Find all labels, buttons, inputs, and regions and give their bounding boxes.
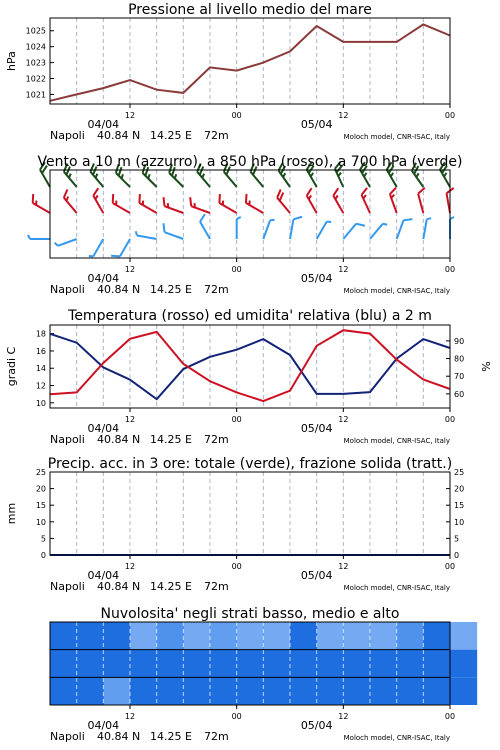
date-label: 04/04 bbox=[87, 719, 120, 732]
x-tick-label: 12 bbox=[338, 265, 349, 274]
cloud-cell bbox=[130, 677, 157, 705]
wind-barb-half-feather bbox=[135, 231, 138, 235]
cloud-cell bbox=[130, 650, 157, 678]
location-lon: 14.25 E bbox=[150, 283, 192, 296]
wind-barb-10m bbox=[317, 220, 331, 241]
cloud-cell bbox=[317, 650, 344, 678]
wind-barb-shaft bbox=[397, 220, 404, 239]
date-label: 04/04 bbox=[87, 118, 120, 131]
location-lon: 14.25 E bbox=[150, 433, 192, 446]
humidity-ylabel: % bbox=[480, 361, 493, 372]
wind-barb-850hpa bbox=[305, 188, 324, 213]
humidity-line bbox=[50, 334, 450, 399]
wind-barb-feather bbox=[305, 188, 314, 195]
panel-3-title: Precip. acc. in 3 ore: totale (verde), frazione solida (tratt.) bbox=[47, 456, 453, 472]
wind-barb-shaft bbox=[93, 239, 103, 256]
precip-y-tick-label: 20 bbox=[35, 484, 46, 494]
cloud-cell bbox=[290, 650, 317, 678]
x-tick-label: 00 bbox=[231, 111, 242, 120]
wind-barb-10m bbox=[450, 217, 454, 239]
cloud-cell bbox=[50, 677, 77, 705]
cloud-cell bbox=[157, 622, 184, 650]
wind-barb-shaft bbox=[58, 239, 77, 246]
x-tick-label: 12 bbox=[124, 265, 136, 274]
cloud-cell bbox=[450, 677, 477, 705]
cloud-cell bbox=[77, 677, 104, 705]
location-name: Napoli bbox=[50, 129, 85, 142]
pressure-y-tick-label: 1022 bbox=[25, 74, 46, 84]
cloud-cell bbox=[290, 622, 317, 650]
cloud-cell bbox=[263, 622, 290, 650]
location-name: Napoli bbox=[50, 283, 85, 296]
precip-y-right-tick-label: 5 bbox=[454, 534, 460, 544]
wind-barb-feather bbox=[388, 188, 397, 194]
precip-y-right-tick-label: 10 bbox=[454, 517, 465, 527]
location-alt: 72m bbox=[204, 730, 229, 743]
wind-barb-feather bbox=[293, 215, 302, 220]
wind-barb-shaft bbox=[200, 222, 210, 239]
x-tick-label: 00 bbox=[231, 562, 242, 571]
location-lat: 40.84 N bbox=[97, 730, 141, 743]
wind-barb-850hpa bbox=[275, 189, 297, 213]
x-tick-label: 00 bbox=[444, 562, 456, 571]
wind-barb-feather bbox=[198, 214, 207, 221]
wind-barb-850hpa bbox=[243, 194, 268, 213]
cloud-cell bbox=[77, 622, 104, 650]
temperature-y-tick-label: 10 bbox=[35, 398, 46, 408]
cloud-cell bbox=[183, 677, 210, 705]
x-tick-label: 12 bbox=[338, 415, 349, 424]
temperature-y-tick-label: 18 bbox=[35, 329, 46, 339]
location-name: Napoli bbox=[50, 580, 85, 593]
wind-barb-feather bbox=[417, 188, 426, 194]
precip-y-tick-label: 25 bbox=[35, 468, 46, 477]
panel-0-title: Pressione al livello medio del mare bbox=[128, 2, 372, 18]
cloud-cell bbox=[290, 677, 317, 705]
cloud-cell bbox=[210, 677, 237, 705]
temperature-ylabel: gradi C bbox=[5, 346, 18, 387]
location-lon: 14.25 E bbox=[150, 730, 192, 743]
wind-barb-half-feather bbox=[427, 217, 431, 220]
wind-barb-10m bbox=[89, 237, 103, 258]
x-tick-label: 12 bbox=[338, 712, 349, 721]
wind-barb-shaft bbox=[370, 224, 383, 239]
wind-barb-10m bbox=[237, 217, 241, 239]
cloud-cell bbox=[157, 677, 184, 705]
model-credit: Moloch model, CNR-ISAC, Italy bbox=[343, 287, 450, 295]
wind-barb-half-feather bbox=[327, 220, 331, 224]
wind-barb-850hpa bbox=[417, 188, 431, 213]
location-alt: 72m bbox=[204, 580, 229, 593]
panel-0-frame bbox=[50, 18, 450, 104]
wind-barb-feather bbox=[111, 252, 120, 259]
wind-barb-feather bbox=[161, 223, 167, 232]
x-tick-label: 12 bbox=[124, 415, 136, 424]
model-credit: Moloch model, CNR-ISAC, Italy bbox=[343, 437, 450, 445]
wind-barb-shaft bbox=[447, 193, 450, 213]
temperature-y-tick-label: 16 bbox=[35, 346, 46, 356]
cloud-cell bbox=[397, 677, 424, 705]
wind-barb-feather bbox=[91, 188, 100, 195]
wind-barb-shaft bbox=[418, 194, 423, 213]
x-tick-label: 00 bbox=[444, 265, 456, 274]
wind-barb-850hpa bbox=[161, 197, 186, 213]
model-credit: Moloch model, CNR-ISAC, Italy bbox=[343, 734, 450, 742]
humidity-y-tick-label: 70 bbox=[454, 372, 465, 382]
date-label: 04/04 bbox=[87, 272, 120, 285]
wind-barb-half-feather bbox=[383, 222, 387, 226]
x-tick-label: 00 bbox=[231, 265, 242, 274]
cloud-cell bbox=[370, 650, 397, 678]
cloud-cell bbox=[423, 650, 450, 678]
wind-barb-shaft bbox=[165, 232, 184, 239]
cloud-cell bbox=[130, 622, 157, 650]
location-name: Napoli bbox=[50, 433, 85, 446]
location-name: Napoli bbox=[50, 730, 85, 743]
precip-y-right-tick-label: 20 bbox=[454, 484, 465, 494]
wind-barb-10m bbox=[397, 216, 413, 241]
precip-y-right-tick-label: 25 bbox=[454, 468, 465, 477]
date-label: 05/04 bbox=[300, 272, 333, 285]
x-tick-label: 12 bbox=[338, 562, 349, 571]
wind-barb-850hpa bbox=[61, 189, 83, 213]
precip-y-right-tick-label: 15 bbox=[454, 501, 465, 511]
model-credit: Moloch model, CNR-ISAC, Italy bbox=[343, 584, 450, 592]
location-alt: 72m bbox=[204, 283, 229, 296]
wind-barb-feather bbox=[331, 188, 340, 195]
precip-y-tick-label: 5 bbox=[40, 534, 46, 544]
x-tick-label: 00 bbox=[231, 712, 242, 721]
cloud-cell bbox=[263, 650, 290, 678]
model-credit: Moloch model, CNR-ISAC, Italy bbox=[343, 133, 450, 141]
wind-barb-10m bbox=[370, 222, 387, 241]
cloud-cell bbox=[317, 622, 344, 650]
precip-y-tick-label: 0 bbox=[40, 551, 46, 560]
precip-ylabel: mm bbox=[5, 502, 18, 525]
wind-barb-10m bbox=[198, 214, 217, 239]
panel-1-title: Vento a 10 m (azzurro), a 850 hPa (rosso), a 700 hPa (verde) bbox=[37, 154, 463, 170]
x-tick-label: 00 bbox=[231, 415, 242, 424]
cloud-cell bbox=[237, 677, 264, 705]
x-tick-label: 00 bbox=[444, 712, 456, 721]
wind-barb-850hpa bbox=[109, 194, 134, 213]
wind-barb-850hpa bbox=[136, 194, 161, 213]
x-tick-label: 12 bbox=[124, 712, 136, 721]
location-lat: 40.84 N bbox=[97, 580, 141, 593]
cloud-cell bbox=[397, 650, 424, 678]
wind-barb-feather bbox=[161, 197, 167, 206]
wind-barb-half-feather bbox=[28, 235, 30, 239]
cloud-cell bbox=[210, 622, 237, 650]
location-lon: 14.25 E bbox=[150, 129, 192, 142]
date-label: 04/04 bbox=[87, 422, 120, 435]
x-tick-label: 12 bbox=[338, 111, 349, 120]
date-label: 05/04 bbox=[300, 719, 333, 732]
x-tick-label: 00 bbox=[444, 111, 456, 120]
date-label: 04/04 bbox=[87, 569, 120, 582]
location-lat: 40.84 N bbox=[97, 433, 141, 446]
wind-barb-850hpa bbox=[446, 188, 458, 213]
precip-y-right-tick-label: 0 bbox=[454, 551, 460, 560]
wind-barb-feather bbox=[356, 221, 365, 229]
cloud-cell bbox=[103, 622, 130, 650]
cloud-cell bbox=[103, 650, 130, 678]
humidity-y-tick-label: 80 bbox=[454, 354, 465, 364]
wind-barb-10m bbox=[263, 218, 274, 240]
cloud-cell bbox=[370, 677, 397, 705]
wind-barb-shaft bbox=[343, 224, 356, 239]
wind-barb-half-feather bbox=[270, 218, 274, 221]
humidity-y-tick-label: 60 bbox=[454, 389, 465, 399]
cloud-cell bbox=[210, 650, 237, 678]
cloud-cell bbox=[397, 622, 424, 650]
wind-barb-feather bbox=[360, 188, 369, 195]
cloud-cell bbox=[423, 622, 450, 650]
cloud-cell bbox=[263, 677, 290, 705]
x-tick-label: 00 bbox=[444, 415, 456, 424]
wind-barb-850hpa bbox=[91, 188, 110, 213]
wind-barb-feather bbox=[187, 197, 193, 206]
pressure-y-tick-label: 1023 bbox=[25, 58, 46, 68]
wind-barb-10m bbox=[111, 235, 130, 260]
pressure-line bbox=[50, 24, 450, 100]
cloud-cell bbox=[50, 622, 77, 650]
cloud-cell bbox=[450, 622, 477, 650]
cloud-cell bbox=[343, 622, 370, 650]
wind-barb-half-feather bbox=[55, 242, 58, 246]
wind-barb-10m bbox=[28, 235, 50, 239]
cloud-cell bbox=[183, 622, 210, 650]
cloud-cell bbox=[77, 650, 104, 678]
location-alt: 72m bbox=[204, 129, 229, 142]
pressure-y-tick-label: 1025 bbox=[25, 26, 46, 36]
humidity-y-tick-label: 90 bbox=[454, 336, 465, 346]
wind-barb-10m bbox=[161, 223, 186, 239]
wind-barb-feather bbox=[61, 189, 70, 197]
pressure-ylabel: hPa bbox=[5, 51, 18, 71]
date-label: 05/04 bbox=[300, 118, 333, 131]
location-lat: 40.84 N bbox=[97, 283, 141, 296]
temperature-y-tick-label: 14 bbox=[35, 364, 46, 374]
cloud-cell bbox=[237, 650, 264, 678]
cloud-cell bbox=[157, 650, 184, 678]
wind-barb-shaft bbox=[137, 236, 157, 239]
precip-y-tick-label: 10 bbox=[35, 517, 46, 527]
wind-barb-10m bbox=[423, 217, 431, 239]
wind-barb-10m bbox=[343, 221, 365, 245]
wind-barb-half-feather bbox=[237, 217, 241, 219]
wind-barb-shaft bbox=[120, 239, 130, 256]
cloud-cell bbox=[370, 622, 397, 650]
wind-barb-shaft bbox=[290, 219, 293, 239]
pressure-y-tick-label: 1024 bbox=[25, 42, 46, 52]
wind-barb-850hpa bbox=[331, 188, 350, 213]
panel-3-frame bbox=[50, 472, 450, 555]
cloud-cell bbox=[50, 650, 77, 678]
x-tick-label: 12 bbox=[124, 111, 136, 120]
cloud-cell bbox=[450, 650, 477, 678]
location-alt: 72m bbox=[204, 433, 229, 446]
cloud-cell bbox=[317, 677, 344, 705]
wind-barb-10m bbox=[55, 235, 77, 246]
location-lon: 14.25 E bbox=[150, 580, 192, 593]
wind-barb-half-feather bbox=[89, 254, 93, 258]
date-label: 05/04 bbox=[300, 569, 333, 582]
temperature-y-tick-label: 12 bbox=[35, 381, 46, 391]
cloud-cell bbox=[103, 677, 130, 705]
panel-1-frame bbox=[50, 170, 450, 258]
wind-barb-feather bbox=[404, 216, 413, 222]
precip-y-tick-label: 15 bbox=[35, 501, 46, 511]
wind-barb-10m bbox=[135, 231, 157, 239]
wind-barb-shaft bbox=[263, 220, 270, 239]
wind-barb-850hpa bbox=[187, 197, 212, 213]
wind-barb-10m bbox=[290, 215, 302, 240]
date-label: 05/04 bbox=[300, 422, 333, 435]
pressure-y-tick-label: 1021 bbox=[25, 90, 46, 100]
location-lat: 40.84 N bbox=[97, 129, 141, 142]
x-tick-label: 12 bbox=[124, 562, 136, 571]
wind-barb-850hpa bbox=[360, 188, 377, 213]
cloud-cell bbox=[423, 677, 450, 705]
wind-barb-half-feather bbox=[450, 217, 454, 219]
cloud-cell bbox=[343, 677, 370, 705]
wind-barb-shaft bbox=[317, 222, 327, 239]
cloud-cell bbox=[183, 650, 210, 678]
cloud-cell bbox=[237, 622, 264, 650]
wind-barb-850hpa bbox=[216, 194, 241, 213]
panel-4-title: Nuvolosita' negli strati basso, medio e alto bbox=[100, 606, 400, 622]
panel-2-title: Temperatura (rosso) ed umidita' relativa (blu) a 2 m bbox=[68, 308, 432, 324]
cloud-cell bbox=[343, 650, 370, 678]
